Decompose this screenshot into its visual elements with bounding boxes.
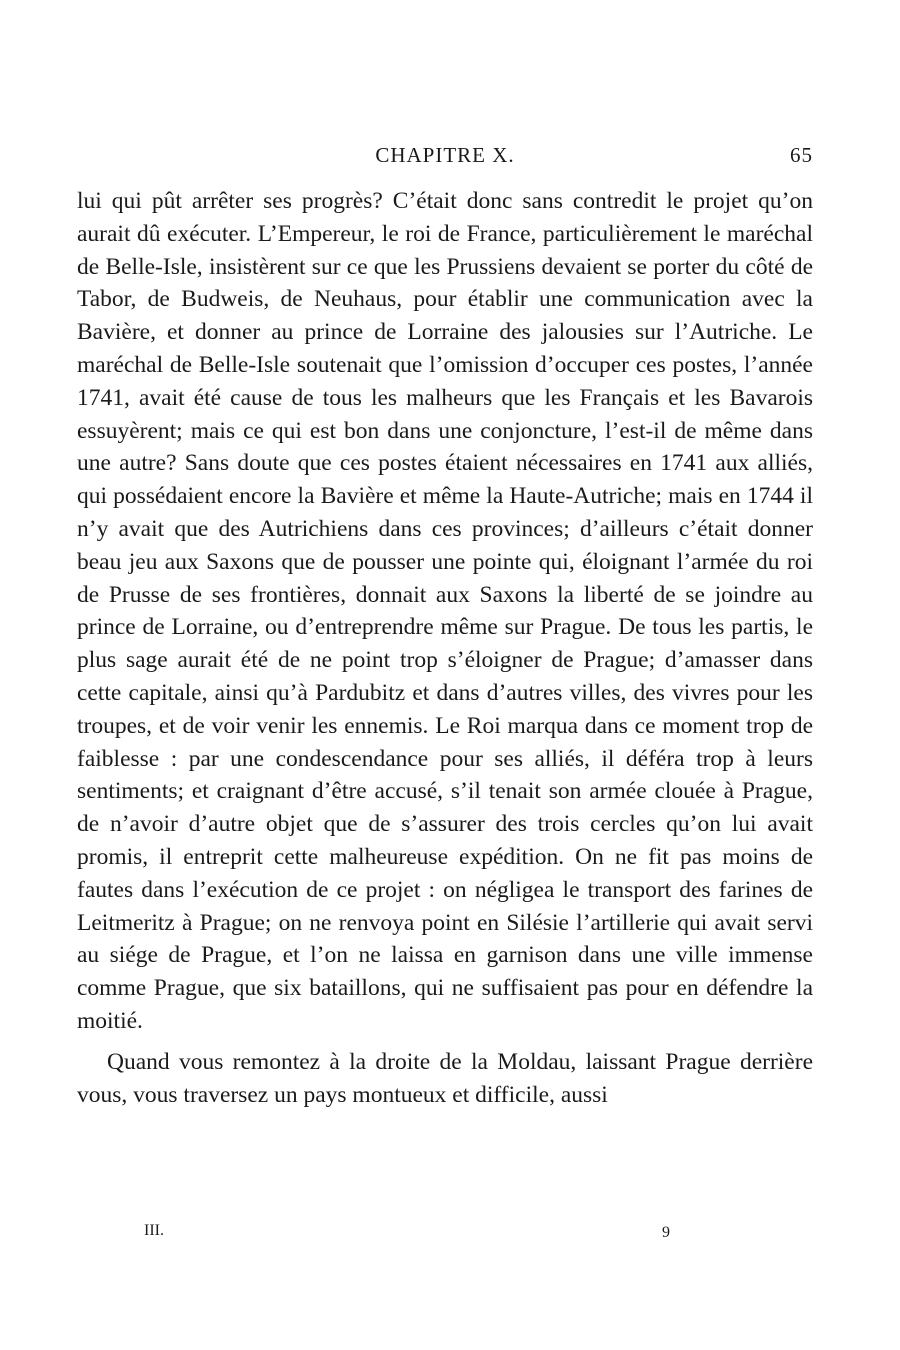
running-head bbox=[77, 143, 813, 173]
chapter-title: CHAPITRE X. bbox=[375, 143, 515, 167]
signature-mark: 9 bbox=[662, 1224, 670, 1241]
body-text bbox=[77, 185, 813, 1111]
paragraph-continued: lui qui pût arrêter ses progrès? C’était donc sans contredit le projet qu’on aurait dû exécuter. L’Empereur, le roi de France, particulièrement le maréchal de Belle-Isle, insistèrent sur ce que les Prussiens devaient se porter du côté de Tabor, de Budweis, de Neuhaus, pour établir une communication avec la Bavière, et donner au prince de Lorraine des jalousies sur l’Autriche. Le maréchal de Belle-Isle soutenait que l’omission d’occuper ces postes, l’année 1741, avait été cause de tous les malheurs que les Français et les Bavarois essuyèrent; mais ce qui est bon dans une conjoncture, l’est-il de même dans une autre? Sans doute que ces postes étaient nécessaires en 1741 aux alliés, qui possédaient encore la Bavière et même la Haute-Autriche; mais en 1744 il n’y avait que des Autrichiens dans ces provinces; d’ailleurs c’était donner beau jeu aux Saxons que de pousser une pointe qui, éloignant l’armée du roi de Prusse de ses frontières, donnait aux Saxons la liberté de se joindre au prince de Lorraine, ou d’entreprendre même sur Prague. De tous les partis, le plus sage aurait été de ne point trop s’éloigner de Prague; d’amasser dans cette capitale, ainsi qu’à Pardubitz et dans d’autres villes, des vivres pour les troupes, et de voir venir les ennemis. Le Roi marqua dans ce moment trop de faiblesse : par une condescendance pour ses alliés, il déféra trop à leurs sentiments; et craignant d’être accusé, s’il tenait son armée clouée à Prague, de n’avoir d’autre objet que de s’assurer des trois cercles qu’on lui avait promis, il entreprit cette malheureuse expédition. On ne fit pas moins de fautes dans l’exécution de ce projet : on négligea le transport des farines de Leitmeritz à Prague; on ne renvoya point en Silésie l’artillerie qui avait servi au siége de Prague, et l’on ne laissa en garnison dans une ville immense comme Prague, que six bataillons, qui ne suffisaient pas pour en défendre la moitié. bbox=[77, 188, 813, 1034]
paragraph-new: Quand vous remontez à la droite de la Moldau, laissant Prague derrière vous, vous traversez un pays montueux et difficile, aussi bbox=[77, 1048, 813, 1108]
page-number: 65 bbox=[790, 143, 813, 167]
volume-mark: III. bbox=[144, 1222, 164, 1239]
page-footer bbox=[77, 1222, 813, 1246]
